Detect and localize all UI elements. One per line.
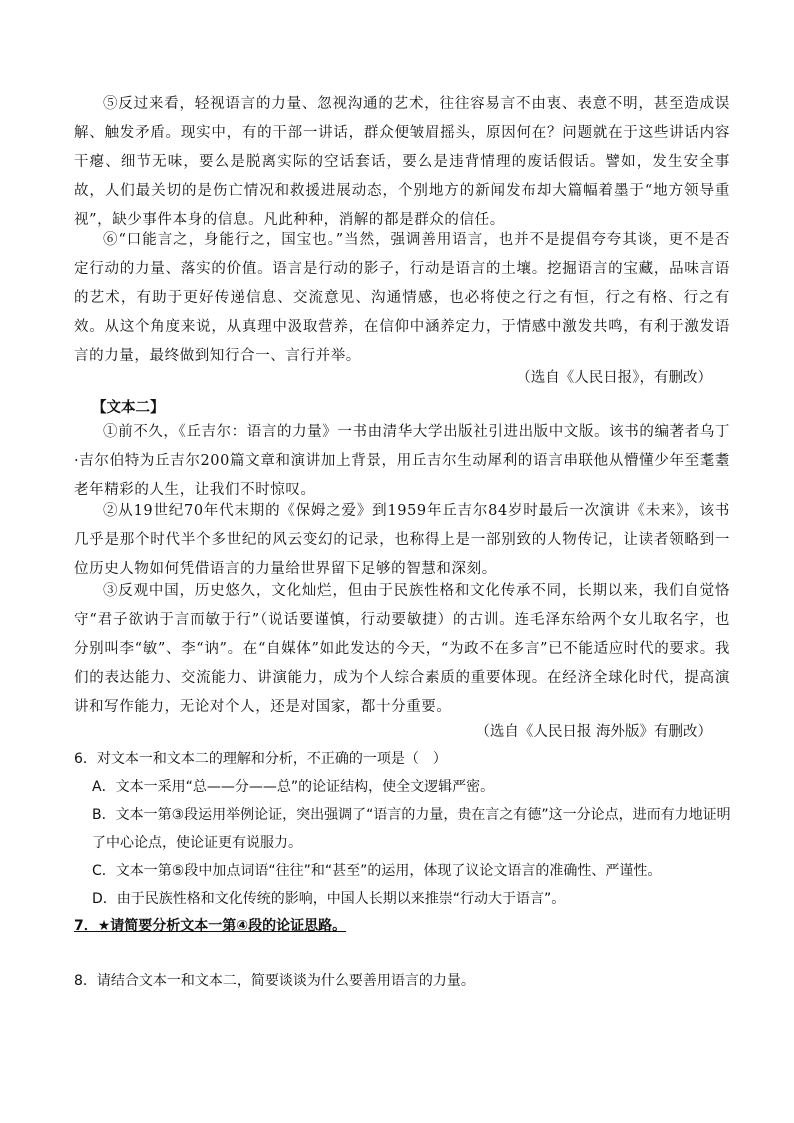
question-7 [74,912,734,940]
question-8: 8．请结合文本一和文本二，简要谈谈为什么要善用语言的力量。 [74,973,475,989]
paragraph-5: ⑤反过来看，轻视语言的力量、忽视沟通的艺术，往往容易言不由衷、表意不明，甚至造成误解、触发矛盾。现实中，有的干部一讲话，群众便皱眉摇头，原因何在？问题就在于这些讲话内容干瘪、细节无味，要么是脱离实际的空话套话，要么是违背情理的废话假话。譬如，发生安全事故，人们最关切的是伤亡情况和救援进展动态，个别地方的新闻发布却大篇幅着墨于“地方领导重视”，缺少事件本身的信息。凡此种种，消解的都是群众的信任。 [74,96,730,228]
option-b: B．文本一第③段运用举例论证，突出强调了“语言的力量，贵在言之有德”这一分论点，进而有力地证明了中心论点，使论证更有说服力。 [92,807,731,851]
section-title-text2: 【文本二】 [92,400,165,416]
source-note-1: （选自《人民日报》，有删改） [516,370,712,386]
option-c: C．文本一第⑤段中加点词语“往往”和“甚至”的运用，体现了议论文语言的准确性、严谨性。 [92,863,662,879]
paragraph-6: ⑥“口能言之，身能行之，国宝也。”当然，强调善用语言，也并不是提倡夸夸其谈，更不是否定行动的力量、落实的价值。语言是行动的影子，行动是语言的土壤。挖掘语言的宝藏，品味言语的艺术，有助于更好传递信息、交流意见、沟通情感，也必将使之行之有恒，行之有格、行之有效。从这个角度来说，从真理中汲取营养，在信仰中涵养定力，于情感中激发共鸣，有利于激发语言的力量，最终做到知行合一、言行并举。 [74,232,730,364]
option-a: A．文本一采用“总——分——总”的论证结构，使全文逻辑严密。 [92,779,495,795]
option-d: D．由于民族性格和文化传统的影响，中国人长期以来推崇“行动大于语言”。 [92,891,566,907]
source-note-2: （选自《人民日报 海外版》有删改） [475,724,712,740]
paragraph-text2-1: ①前不久，《丘吉尔：语言的力量》一书由清华大学出版社引进出版中文版。该书的编著者乌丁·吉尔伯特为丘吉尔200篇文章和演讲加上背景，用丘吉尔生动犀利的语言串联他从懵懂少年至耄耋老年精彩的人生，让我们不时惊叹。 [74,424,730,498]
paragraph-text2-3: ③反观中国，历史悠久，文化灿烂，但由于民族性格和文化传承不同，长期以来，我们自觉恪守“君子欲讷于言而敏于行”（说话要谨慎，行动要敏捷）的古训。连毛泽东给两个女儿取名字，也分别叫李“敏”、李“讷”。在“自媒体”如此发达的今天，“为政不在多言”已不能适应时代的要求。我们的表达能力、交流能力、讲演能力，成为个人综合素质的重要体现。在经济全球化时代，提高演讲和写作能力，无论对个人，还是对国家，都十分重要。 [74,583,730,715]
paragraph-text2-2: ②从19世纪70年代末期的《保姆之爱》到1959年丘吉尔84岁时最后一次演讲《未来》，该书几乎是那个时代半个多世纪的风云变幻的记录，也称得上是一部别致的人物传记，让读者领略到一位历史人物如何凭借语言的力量给世界留下足够的智慧和深刻。 [74,503,730,577]
question-7-text: 7．★请简要分析文本一第④段的论证思路。 [74,918,347,934]
question-6: 6．对文本一和文本二的理解和分析，不正确的一项是（ ） [74,751,447,767]
